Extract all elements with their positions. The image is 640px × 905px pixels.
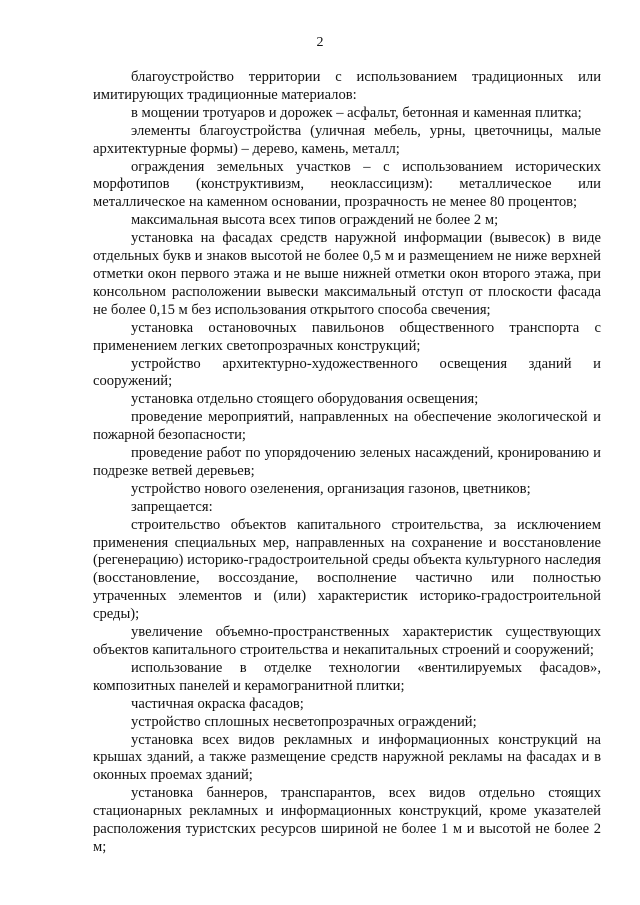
paragraph: увеличение объемно-пространственных характеристик существующих объектов капитального строительства и некапитальных строений и сооружений; xyxy=(93,624,601,658)
paragraph: установка остановочных павильонов общественного транспорта с применением легких светопрозрачных конструкций; xyxy=(93,319,601,354)
paragraph: проведение мероприятий, направленных на обеспечение экологической и пожарной безопасности; xyxy=(93,409,601,444)
paragraph: использование в отделке технологии «вентилируемых фасадов», композитных панелей и керамогранитной плитки; xyxy=(93,659,601,694)
paragraph: устройство сплошных несветопрозрачных ограждений; xyxy=(131,713,477,730)
paragraph: проведение работ по упорядочению зеленых насаждений, кронированию и подрезке ветвей деревьев; xyxy=(93,445,601,479)
paragraph: устройство архитектурно-художественного освещения зданий и сооружений; xyxy=(93,355,601,390)
page-number: 2 xyxy=(316,35,324,50)
document-body xyxy=(93,69,601,857)
paragraph: установка баннеров, транспарантов, всех видов отдельно стоящих стационарных рекламных и информационных конструкций, кроме указателей расположения туристских ресурсов шириной не более 1 м и высотой не более 2 м; xyxy=(93,785,601,855)
paragraph: установка всех видов рекламных и информационных конструкций на крышах зданий, а также размещение средств наружной рекламы на фасадах и в оконных проемах зданий; xyxy=(93,731,601,784)
paragraph: элементы благоустройства (уличная мебель, урны, цветочницы, малые архитектурные формы) – дерево, камень, металл; xyxy=(93,122,601,157)
paragraph: благоустройство территории с использованием традиционных или имитирующих традиционные материалов: xyxy=(93,69,601,103)
section-heading: запрещается: xyxy=(131,498,213,515)
paragraph: устройство нового озеленения, организация газонов, цветников; xyxy=(131,480,531,497)
paragraph: установка на фасадах средств наружной информации (вывесок) в виде отдельных букв и знаков высотой не более 0,5 м и размещением не ниже верхней отметки окон первого этажа и не выше нижней отметки окон второго этажа, при консольном расположении вывески максимальный отступ от плоскости фасада не более 0,15 м без использования открытого способа свечения; xyxy=(93,230,601,318)
paragraph: установка отдельно стоящего оборудования освещения; xyxy=(131,391,479,408)
paragraph: ограждения земельных участков – с использованием исторических морфотипов (конструктивизм, неоклассицизм): металлическое или металлическое на каменном основании, прозрачность не менее 80 процентов; xyxy=(93,158,601,211)
paragraph: строительство объектов капитального строительства, за исключением применения специальных мер, направленных на сохранение и восстановление (регенерацию) историко-градостроительной среды объекта культурного наследия (восстановление, воссоздание, восполнение частично или полностью утраченных элементов и (или) характеристик историко-градостроительной среды); xyxy=(93,516,601,623)
paragraph: максимальная высота всех типов ограждений не более 2 м; xyxy=(131,212,499,229)
paragraph: частичная окраска фасадов; xyxy=(131,695,304,712)
paragraph: в мощении тротуаров и дорожек – асфальт, бетонная и каменная плитка; xyxy=(131,104,582,121)
